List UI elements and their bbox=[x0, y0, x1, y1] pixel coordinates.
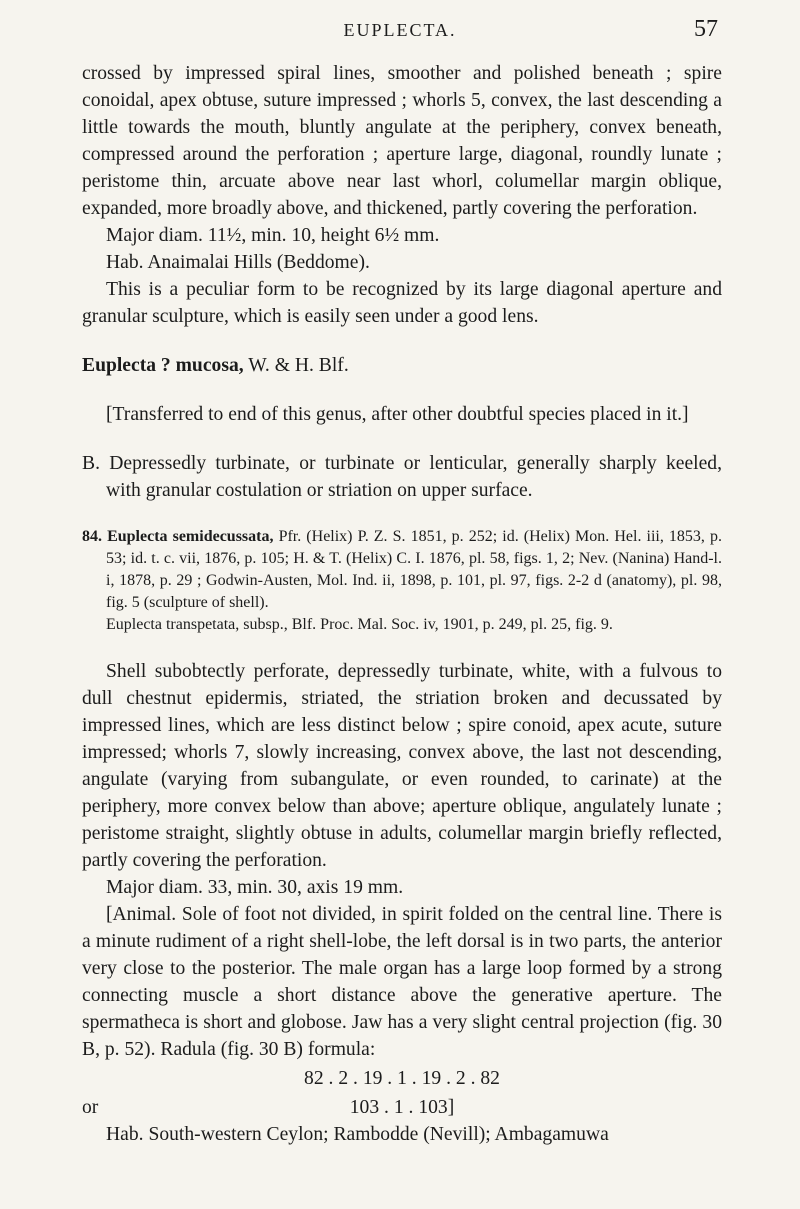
radula-formula-line1: 82 . 2 . 19 . 1 . 19 . 2 . 82 bbox=[304, 1068, 500, 1089]
species-references: Pfr. (Helix) P. Z. S. 1851, p. 252; id. (Helix) Mon. Hel. iii, 1853, p. 53; id. t. c. vii, 1876, p. 105; H. & T. (Helix) C. I. 1876, pl. 58, figs. 1, 2; Nev. (Nanina) Hand-l. i, 1878, p. 29 ; Godwin-Austen, Mol. Ind. ii, 1898, p. 101, pl. 97, figs. 2-2 d (anatomy), pl. 98, fig. 5 (sculpture of shell). bbox=[106, 528, 723, 611]
transfer-note: [Transferred to end of this genus, after other doubtful species placed in it.] bbox=[106, 404, 689, 425]
species-number: 84. bbox=[82, 528, 102, 545]
species-heading-mucosa bbox=[82, 352, 722, 379]
page-header bbox=[82, 18, 718, 48]
measurements-paragraph: Major diam. 11½, min. 10, height 6½ mm. bbox=[106, 225, 440, 246]
formula-value: 103 . 1 . 103] bbox=[349, 1097, 455, 1118]
formula-or-label: or bbox=[82, 1097, 99, 1118]
shell-description: Shell subobtectly perforate, depressedly turbinate, white, with a fulvous to dull chestnut epidermis, striated, the striation broken and decussated by impressed lines, which are less distinct below ; spire conoid, apex acute, suture impressed; whorls 7, slowly increasing, convex above, the last not descending, angulate (varying from subangulate, or even rounded, to carinate) at the periphery, more convex below than above; aperture oblique, angulately lunate ; peristome straight, slightly obtuse in adults, columellar margin briefly reflected, partly covering the perforation. bbox=[82, 661, 722, 871]
species-84-synonymy bbox=[82, 526, 722, 614]
running-head: EUPLECTA. bbox=[343, 20, 457, 40]
habitat-paragraph: Hab. South-western Ceylon; Rambodde (Nevill); Ambagamuwa bbox=[106, 1124, 609, 1145]
measurements-paragraph: Major diam. 33, min. 30, axis 19 mm. bbox=[106, 877, 404, 898]
species-84-synonym: Euplecta transpetata, subsp., Blf. Proc. Mal. Soc. iv, 1901, p. 249, pl. 25, fig. 9. bbox=[106, 616, 613, 633]
radula-formula-line2 bbox=[82, 1094, 722, 1121]
page-number: 57 bbox=[694, 16, 718, 42]
animal-paragraph: [Animal. Sole of foot not divided, in spirit folded on the central line. There is a minute rudiment of a right shell-lobe, the left dorsal is in two parts, the anterior very close to the posterior. The male organ has a large loop formed by a strong connecting muscle a short distance above the generative aperture. The spermatheca is short and globose. Jaw has a very slight central projection (fig. 30 B, p. 52). Radula (fig. 30 B) formula: bbox=[82, 904, 722, 1060]
section-b-heading: B. Depressedly turbinate, or turbinate or lenticular, generally sharply keeled, with granular costulation or striation on upper surface. bbox=[82, 453, 722, 501]
species-author: W. & H. Blf. bbox=[248, 355, 349, 376]
species-name: Euplecta semidecussata, bbox=[107, 528, 274, 545]
habitat-paragraph: Hab. Anaimalai Hills (Beddome). bbox=[106, 252, 370, 273]
description-continued: crossed by impressed spiral lines, smoother and polished beneath ; spire conoidal, apex obtuse, suture impressed ; whorls 5, convex, the last descending a little towards the mouth, bluntly angulate at the periphery, convex beneath, compressed around the perforation ; aperture large, diagonal, roundly lunate ; peristome thin, arcuate above near last whorl, columellar margin oblique, expanded, more broadly above, and thickened, partly covering the perforation. bbox=[82, 63, 722, 219]
species-name: Euplecta ? mucosa, bbox=[82, 355, 244, 376]
remark-paragraph: This is a peculiar form to be recognized by its large diagonal aperture and granular sculpture, which is easily seen under a good lens. bbox=[82, 279, 722, 327]
page-body bbox=[82, 60, 722, 1148]
